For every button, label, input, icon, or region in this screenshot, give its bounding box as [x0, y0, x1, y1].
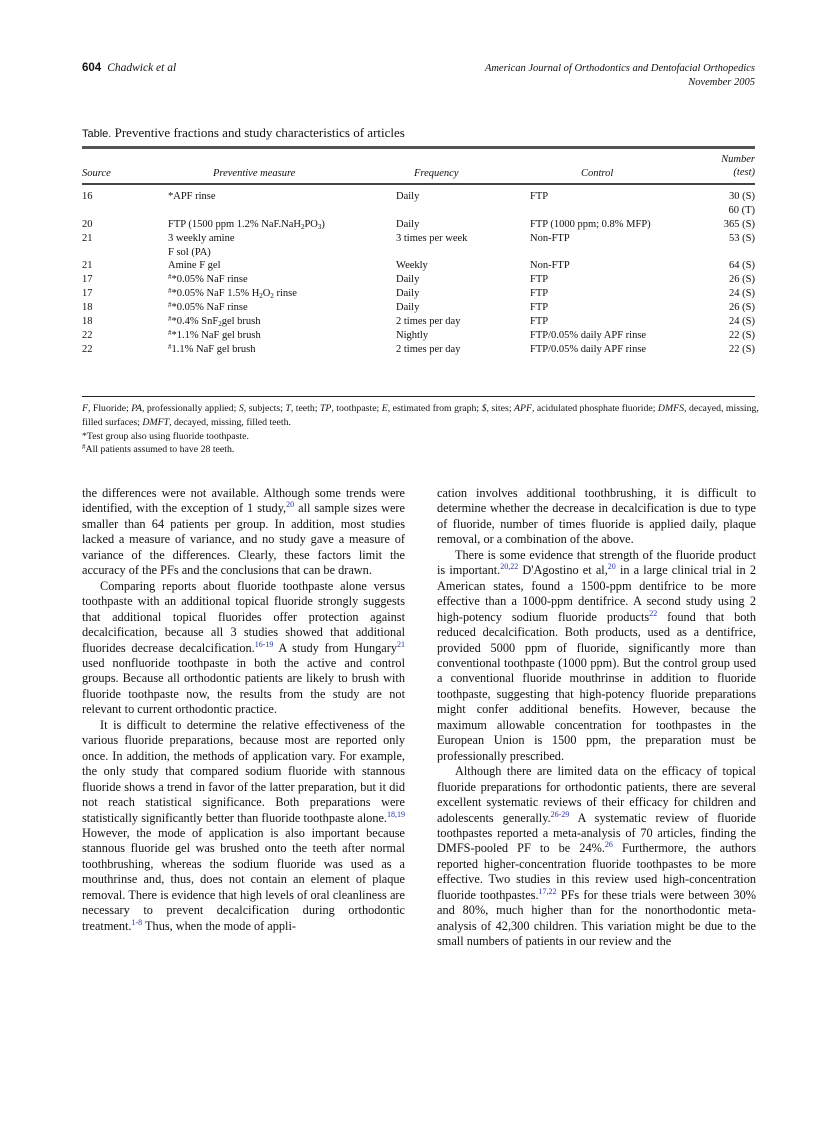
- body-paragraph: [82, 579, 405, 718]
- cell-number: 53 (S): [729, 232, 755, 244]
- table-row: [82, 204, 755, 218]
- issue-date: November 2005: [688, 77, 755, 88]
- cell-source: 22: [82, 343, 93, 355]
- cell-frequency: 3 times per week: [396, 232, 468, 244]
- cell-number: 24 (S): [729, 316, 755, 328]
- citation-ref[interactable]: 20: [607, 562, 616, 572]
- cell-source: 16: [82, 191, 93, 202]
- cell-control: FTP: [530, 288, 549, 300]
- cell-control: FTP: [530, 302, 549, 314]
- cell-frequency: 2 times per day: [396, 343, 461, 355]
- table-row: [82, 301, 755, 315]
- table-row: [82, 190, 755, 204]
- body-paragraph: [437, 486, 756, 548]
- cell-frequency: Nightly: [396, 329, 429, 341]
- table-row: [82, 218, 755, 232]
- paragraph-text: A systematic review of fluoride toothpastes reported a meta-analysis of 70 articles, finding the DMFS-pooled PF to be 24%.: [437, 810, 756, 856]
- paragraph-text: However, the mode of application is also important because stannous fluoride gel was brushed onto the teeth after normal toothbrushing, whereas the sodium fluoride was used as a mouthrinse and, thus, does not contain an element of plaque removal. There is evidence that high levels of oral cleanliness are necessary to prevent decalcification during orthodontic treatment.: [82, 825, 405, 933]
- col-header-measure: Preventive measure: [213, 168, 296, 179]
- citation-ref[interactable]: 20,22: [500, 562, 519, 572]
- citation-ref[interactable]: 26: [604, 840, 613, 850]
- cell-number: 22 (S): [729, 343, 755, 355]
- paragraph-text: found that both reduced decalcification. Both products, used as a dentifrice, provided 5000 ppm of fluoride, significantly more than conventional toothpaste (1000 ppm). But the control group used a conventional fluoride mouthrinse in addition to fluoride toothpaste, suggesting that high-potency fluoride preparations might confer additional benefits. However, because the maximum allowable concentration for toothpastes in the European Union is 1500 ppm, the preparation must be professionally prescribed.: [437, 609, 756, 763]
- cell-measure: F sol (PA): [168, 246, 211, 258]
- table-footnotes: [82, 402, 762, 457]
- cell-number: 24 (S): [729, 288, 755, 300]
- footnote-abbreviations: F, Fluoride; PA, professionally applied; S, subjects; T, teeth; TP, toothpaste; E, estimated from graph; $, sites; APF, acidulated phosphate fluoride; DMFS, decayed, missing, filled surfaces; DMFT, decayed, missing, filled teeth.: [82, 403, 759, 428]
- cell-measure: Amine F gel: [168, 260, 221, 272]
- body-column-left: [82, 486, 405, 934]
- table-row: [82, 329, 755, 343]
- cell-measure: 3 weekly amine: [168, 232, 235, 244]
- table-row: [82, 343, 755, 357]
- paragraph-text: There is some evidence that strength of the fluoride product is important.: [437, 547, 756, 578]
- cell-measure: *APF rinse: [168, 191, 216, 202]
- paragraph-text: Comparing reports about fluoride toothpaste alone versus toothpaste with an additional topical fluoride strongly suggests that additional topical fluorides offer protection against decalcification, because all 3 studies showed that additional fluorides decrease decalcification.: [82, 578, 405, 655]
- cell-number: 22 (S): [729, 329, 755, 341]
- cell-control: FTP: [530, 274, 549, 286]
- col-header-source: Source: [82, 168, 111, 179]
- paragraph-text: in a large clinical trial in 2 American states, found a 1500-ppm dentifrice to be more effective than a 1000-ppm dentifrice. A second study using 2 high-potency sodium fluoride products: [437, 563, 757, 624]
- table-bottom-rule: [82, 396, 755, 397]
- citation-ref[interactable]: 21: [397, 639, 406, 649]
- cell-frequency: Daily: [396, 302, 420, 314]
- table-caption: [82, 125, 405, 141]
- paragraph-text: A study from Hungary: [273, 640, 398, 655]
- cell-source: 21: [82, 260, 93, 272]
- citation-ref[interactable]: 20: [286, 500, 295, 510]
- col-header-frequency: Frequency: [414, 168, 459, 179]
- table-header: [82, 150, 755, 182]
- table-row: [82, 287, 755, 301]
- paragraph-text: the differences were not available. Although some trends were identified, with the exception of 1 study,: [82, 486, 405, 516]
- paragraph-text: PFs for these trials were between 30% and 80%, much higher than for the nonorthodontic meta-analysis of 42,300 children. This variation might be due to the small numbers of patients in our review and the: [437, 887, 757, 949]
- page-number: 604: [82, 62, 102, 74]
- cell-source: 20: [82, 218, 93, 230]
- body-paragraph: [437, 548, 756, 764]
- citation-ref[interactable]: 1-8: [131, 917, 143, 927]
- citation-ref[interactable]: 26-29: [550, 809, 570, 819]
- table-row: [82, 315, 755, 329]
- cell-control: Non-FTP: [530, 260, 570, 272]
- table-row: [82, 259, 755, 273]
- cell-measure: FTP (1500 ppm 1.2% $NaF.NaH_2PO_3$): [168, 218, 325, 231]
- col-header-number-line1: Number: [721, 154, 755, 165]
- cell-frequency: 2 times per day: [396, 316, 461, 328]
- cell-control: FTP (1000 ppm; 0.8% MFP): [530, 218, 651, 230]
- paragraph-text: D'Agostino et al,: [518, 563, 608, 578]
- table-header-rule: [82, 183, 755, 185]
- body-paragraph: [82, 718, 405, 934]
- cell-source: 17: [82, 288, 93, 300]
- cell-source: 21: [82, 232, 93, 244]
- table-row: [82, 246, 755, 260]
- citation-ref[interactable]: 18,19: [387, 809, 405, 819]
- paragraph-text: Thus, when the mode of appli-: [142, 918, 296, 933]
- table-row: [82, 232, 755, 246]
- citation-ref[interactable]: 22: [649, 608, 658, 618]
- paragraph-text: Although there are limited data on the efficacy of topical fluoride preparations for orthodontic patients, there are several excellent systematic reviews of their efficacy for children and adolescents generally.: [437, 764, 756, 825]
- cell-frequency: Daily: [396, 288, 420, 300]
- cell-number: 64 (S): [729, 260, 755, 272]
- cell-measure: #1.1% NaF gel brush: [168, 342, 256, 355]
- table-label: Table.: [82, 128, 112, 140]
- footnote-asterisk: *Test group also using fluoride toothpaste.: [82, 430, 249, 442]
- paragraph-text: It is difficult to determine the relative effectiveness of the various fluoride preparations, because most are reported only once. In addition, the methods of application vary. For example, the only study that compared sodium fluoride with stannous fluoride shows a trend in favor of the latter preparation, but it did not reach statistical significance. Both preparations were statistically significantly better than fluoride toothpaste alone.: [82, 717, 405, 825]
- table-body: [82, 190, 755, 357]
- cell-number: 30 (S): [729, 191, 755, 202]
- cell-frequency: Weekly: [396, 260, 428, 272]
- running-head-authors: Chadwick et al: [107, 62, 177, 74]
- cell-frequency: Daily: [396, 274, 420, 286]
- body-column-right: [437, 486, 756, 950]
- col-header-number: [721, 153, 755, 179]
- col-header-control: Control: [581, 168, 614, 179]
- paragraph-text: used nonfluoride toothpaste in both the active and control groups. Because all orthodontic patients are likely to brush with fluoride toothpaste now, the results from the study are not relevant to current orthodontic practice.: [82, 655, 405, 717]
- cell-control: FTP: [530, 316, 549, 328]
- footnote-hash: #All patients assumed to have 28 teeth.: [82, 443, 235, 456]
- paragraph-text: Furthermore, the authors reported higher-concentration fluoride toothpastes to be more effective. Two studies in this review used high-concentration fluoride toothpastes.: [437, 841, 756, 902]
- cell-number: 365 (S): [723, 218, 755, 230]
- cell-control: Non-FTP: [530, 232, 570, 244]
- cell-number: 26 (S): [729, 302, 755, 314]
- table-title: Preventive fractions and study characteristics of articles: [114, 125, 405, 140]
- table-row: [82, 273, 755, 287]
- cell-source: 22: [82, 329, 93, 341]
- citation-ref[interactable]: 16-19: [254, 639, 274, 649]
- journal-title: American Journal of Orthodontics and Dentofacial Orthopedics: [484, 63, 755, 74]
- cell-frequency: Daily: [396, 218, 420, 230]
- paragraph-text: cation involves additional toothbrushing, it is difficult to determine whether the decrease in decalcification is due to type of fluoride, number of times fluoride is applied daily, plaque removal, or a combination of the above.: [437, 486, 756, 547]
- body-paragraph: [82, 486, 405, 579]
- running-head-right: [485, 62, 755, 90]
- cell-control: FTP/0.05% daily APF rinse: [530, 329, 647, 341]
- paragraph-text: all sample sizes were smaller than 64 patients per group. In addition, most studies lacked a measure of variance, and no study gave a measure of variance of the differences. Clearly, these factors limit the accuracy of the PFs and the conclusions that can be drawn.: [82, 501, 405, 578]
- cell-frequency: Daily: [396, 191, 420, 202]
- cell-measure: #*0.4% SnF$_2$gel brush: [168, 315, 261, 329]
- running-head: [82, 62, 755, 96]
- cell-number: 60 (T): [728, 204, 755, 216]
- col-header-number-line2: (test): [733, 167, 755, 178]
- cell-measure: #*1.1% NaF gel brush: [168, 328, 261, 341]
- cell-measure: #*0.05% NaF rinse: [168, 273, 248, 286]
- cell-measure: #*0.05% NaF rinse: [168, 301, 248, 314]
- table-top-rule: [82, 146, 755, 149]
- cell-source: 18: [82, 316, 93, 328]
- cell-source: 18: [82, 302, 93, 314]
- cell-number: 26 (S): [729, 274, 755, 286]
- cell-measure: #*0.05% NaF 1.5% $H_2O_2$ rinse: [168, 287, 297, 301]
- cell-control: FTP/0.05% daily APF rinse: [530, 343, 647, 355]
- body-paragraph: [437, 764, 756, 949]
- cell-source: 17: [82, 274, 93, 286]
- running-head-left: [82, 62, 176, 74]
- citation-ref[interactable]: 17,22: [538, 886, 557, 896]
- cell-control: FTP: [530, 191, 549, 202]
